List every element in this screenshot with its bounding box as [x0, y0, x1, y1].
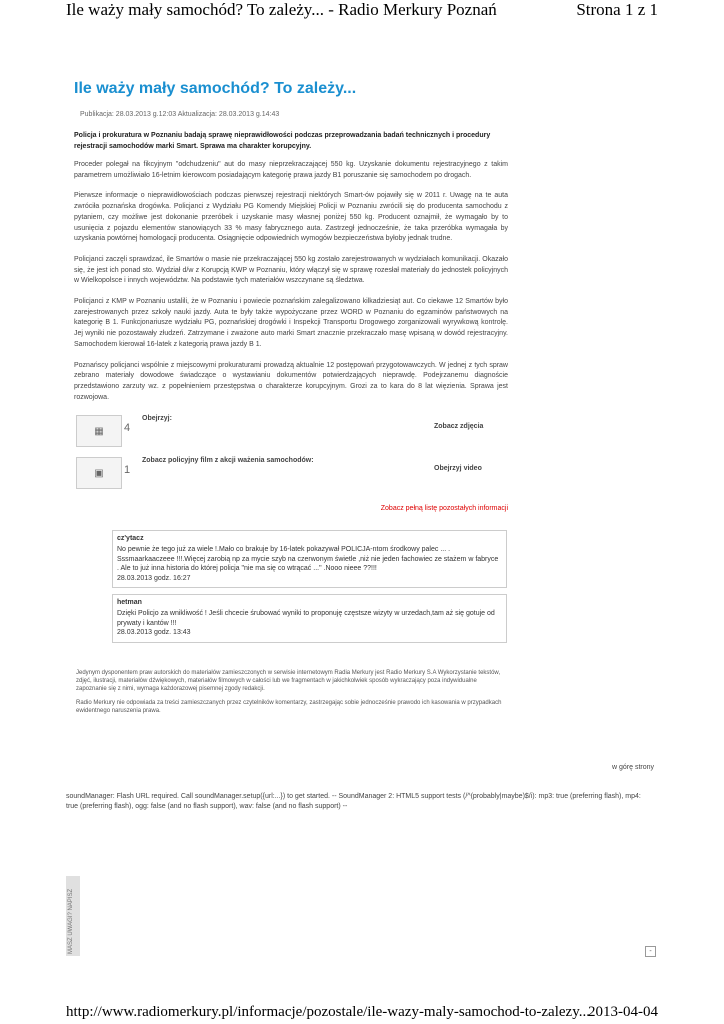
comment: [112, 530, 507, 588]
print-page-number: Strona 1 z 1: [576, 0, 658, 19]
print-date: 2013-04-04: [588, 1004, 658, 1020]
comments-disclaimer: Radio Merkury nie odpowiada za treści zamieszczanych przez czytelników komentarzy, zastrzegając sobie jednocześnie prawodo ich kasowania w przypadkach ewidentnego naruszenia prawa.: [76, 699, 502, 714]
article-paragraph: Pierwsze informacje o nieprawidłowościach podczas pierwszej rejestracji niektórych Smart-ów pojawiły się w 2011 r. Uwagę na te auta zwróciła poznańska drogówka. Policjanci z Wydziału PG Komendy Miejskiej Policji w Poznaniu zwrócili się do producenta samochodu z pytaniem, czy możliwe jest dokonanie przeróbek i uzyskanie masy własnej poniżej 550 kg. Producent oznajmił, że wymagało by to usunięcia z pojazdu elementów stanowiących 33 % masy fabrycznego auta. Zastrzegł jednocześnie, że taka przeróbka wymagała by uzyskania powtórnej homologacji producenta. Osiągnięcie odpowiednich wymogów bezpieczeństwa byłoby jednak trudne.: [74, 192, 508, 243]
media-label: Zobacz policyjny film z akcji ważenia samochodów:: [142, 457, 314, 465]
article-paragraph: Policjanci zaczęli sprawdzać, ile Smartów o masie nie przekraczającej 550 kg zostało zarejestrowanych w wydziałach komunikacji. Okazało się, że jest ich ponad sto. Wydział d/w z Korupcją KWP w Poznaniu, który włączył się w sprawę rozesłał materiały do jednostek policyjnych w Wielkopolsce i innych województw. Na podstawie tych materiałów wszczynane są śledztwa.: [74, 255, 508, 285]
copyright-notice: Jedynym dysponentem praw autorskich do materiałów zamieszczonych w serwisie internetowym Radia Merkury jest Radio Merkury S.A Wykorzystanie tekstów, zdjęć, ilustracji, materiałów dźwiękowych, materiałów filmowych w całości lub we fragmentach w jakichkolwiek sposób wykraczający poza indywidualne zapoznanie się z nimi, wymaga każdorazowej pisemnej zgody redakcji.: [76, 669, 501, 692]
media-video: [74, 455, 508, 495]
media-photos: [74, 413, 508, 453]
print-url: http://www.radiomerkury.pl/informacje/pozostale/ile-wazy-maly-samochod-to-zalezy...: [66, 1004, 590, 1020]
media-count: 4: [124, 422, 131, 435]
comment-text: No pewnie że tego już za wiele !.Mało co brakuje by 16-latek pokazywał POLICJA-ntom środkowy palec ... . Sssmaarkaaczeee !!!.Więcej zarobią np za mycie szyb na czerwonym świetle ,niż nie jeden fachowiec ze stażem w fabryce . Ale to już inna historia do której policja "nie ma się co wtrącać ..." .Nooo nieee ??!!!: [117, 546, 499, 573]
article-content: [74, 80, 508, 715]
feedback-tab[interactable]: [66, 876, 80, 956]
article-paragraph: Poznańscy policjanci wspólnie z miejscowymi prokuraturami prowadzą aktualnie 12 postępowań przygotowawczych. W jednej z tych spraw zebrano materiały dowodowe świadczące o wystawianiu dokumentów potwierdzających nieprawdę. Podejrzanemu diagnoście przedstawiono zarzuty wz. z popełnieniem przestępstwa o charakterze korupcyjnym. Grozi za to kara do 8 lat więzienia. Sprawa jest rozwojowa.: [74, 361, 508, 401]
video-icon[interactable]: ▣: [76, 457, 122, 489]
comment-author: hetman: [117, 599, 142, 607]
more-news-link[interactable]: Zobacz pełną listę pozostałych informacji: [380, 505, 508, 513]
photo-icon[interactable]: ▦: [76, 415, 122, 447]
soundmanager-debug: soundManager: Flash URL required. Call soundManager.setup({url:...}) to get started. -- SoundManager 2: HTML5 support tests (/^(probably|maybe)$/i): mp3: true (preferring flash), mp4: true (preferring flash), ogg: false (and no flash support), wav: false (and no flash support) --: [66, 793, 641, 810]
view-video-link[interactable]: Obejrzyj video: [434, 465, 482, 473]
collapse-button[interactable]: -: [645, 946, 656, 957]
print-page-title: Ile waży mały samochód? To zależy... - Radio Merkury Poznań: [66, 0, 497, 19]
media-label: Obejrzyj:: [142, 415, 172, 423]
article-paragraph: Policjanci z KMP w Poznaniu ustalili, że w Poznaniu i powiecie poznańskim zalegalizowano kilkadziesiąt aut. Co ciekawe 12 Smartów było zarejestrowanych przez szkoły nauki jazdy. Auta te były także wypożyczane przez WORD w Poznaniu do egzaminów państwowych na kategorię B 1. Funkcjonariusze wydziału PG, poznańskiej drogówki i Inspekcji Transportu Drogowego zorganizowali wyrywkową kontrolę. Jej wyniki nie pozostawały złudzeń. Zatrzymane i zważone auto marki Smart znacznie przekraczało masę wpisaną w dowód rejestracyjny. Samochodem kierował 16-latek z kategorią prawa jazdy B 1.: [74, 298, 508, 348]
article-paragraph: Proceder polegał na fikcyjnym "odchudzeniu" aut do masy nieprzekraczającej 550 kg. Uzyskanie dokumentu rejestracyjnego z takim parametrem umożliwiało 16-letnim kierowcom posiadającym kategorię prawa jazdy B1 poruszanie się samochodem po drogach.: [74, 161, 508, 179]
view-photos-link[interactable]: Zobacz zdjęcia: [434, 423, 484, 431]
media-count: 1: [124, 464, 131, 477]
article-title: Ile waży mały samochód? To zależy...: [74, 80, 357, 97]
comment-date: 28.03.2013 godz. 16:27: [117, 574, 191, 582]
comment-author: cz'ytacz: [117, 535, 144, 543]
comment-text: Dzięki Policjo za wnikliwość ! Jeśli chcecie śrubować wyniki to proponuję częstsze wizyty w urzedach,tam aż się gotuje od prywaty i kantów !!!: [117, 610, 495, 627]
print-header: [0, 0, 724, 24]
article-lead: Policja i prokuratura w Poznaniu badają sprawę nieprawidłowości podczas przeprowadzania badań technicznych i procedury rejestracji samochodów marki Smart. Sprawa ma charakter korupcyjny.: [74, 132, 491, 150]
comment: [112, 594, 507, 643]
feedback-tab-label: MASZ UWAGI? NAPISZ: [68, 888, 74, 954]
back-to-top-link[interactable]: w górę strony: [612, 764, 655, 771]
article-meta: Publikacja: 28.03.2013 g.12:03 Aktualizacja: 28.03.2013 g.14:43: [80, 111, 280, 118]
comment-date: 28.03.2013 godz. 13:43: [117, 629, 191, 637]
